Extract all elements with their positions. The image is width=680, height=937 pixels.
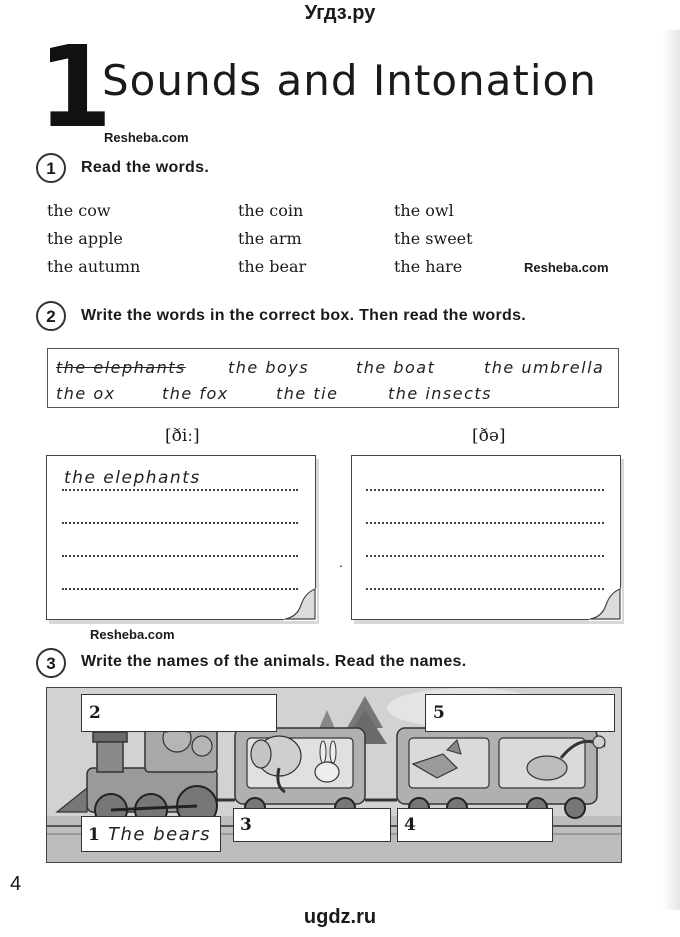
word-bank-item: the umbrella: [484, 358, 605, 377]
word-bank-item: the boys: [228, 358, 310, 377]
label-answer: The bears: [108, 824, 212, 845]
animal-label-1[interactable]: [81, 816, 221, 852]
word-item: the apple: [47, 229, 123, 248]
label-number: 5: [433, 703, 445, 723]
answer-line[interactable]: [62, 555, 298, 557]
answer-line[interactable]: [62, 522, 298, 524]
animal-label-2[interactable]: [81, 694, 277, 732]
animal-label-3[interactable]: [233, 808, 391, 842]
word-bank-item: the ox: [56, 384, 116, 403]
unit-number: 1: [37, 23, 112, 153]
word-item: the bear: [238, 257, 307, 276]
watermark-text: Resheba.com: [104, 130, 189, 145]
phonetic-heading-left: [ðiː]: [165, 426, 200, 446]
answer-note-right: [351, 455, 621, 620]
answer-line[interactable]: [62, 588, 298, 590]
watermark-text: Resheba.com: [90, 627, 175, 642]
word-item: the arm: [238, 229, 302, 248]
answer-line[interactable]: [366, 489, 604, 491]
unit-title: Sounds and Intonation: [102, 56, 597, 105]
page-number: 4: [10, 873, 22, 895]
page-curl-icon: [588, 587, 622, 621]
task-3-number: 3: [36, 648, 66, 678]
phonetic-heading-right: [ðə]: [472, 426, 506, 446]
train-illustration: [46, 687, 622, 863]
word-item: the hare: [394, 257, 463, 276]
word-item: the cow: [47, 201, 111, 220]
word-item: the coin: [238, 201, 304, 220]
answer-line[interactable]: [62, 489, 298, 491]
word-bank-item: the boat: [356, 358, 436, 377]
answer-line[interactable]: [366, 522, 604, 524]
word-bank-item-crossed: the elephants: [56, 358, 186, 377]
stray-dot: .: [339, 554, 343, 570]
task-2-number: 2: [36, 301, 66, 331]
answer-line[interactable]: [366, 555, 604, 557]
label-number: 2: [89, 703, 101, 723]
label-number: 3: [240, 815, 252, 835]
footer-site-name: ugdz.ru: [303, 906, 377, 928]
header-site-name: Угдз.ру: [304, 2, 376, 24]
word-item: the sweet: [394, 229, 473, 248]
answer-line[interactable]: [366, 588, 604, 590]
task-2-instruction: Write the words in the correct box. Then read the words.: [81, 307, 527, 324]
task-3-instruction: Write the names of the animals. Read the names.: [81, 653, 467, 670]
task-1-instruction: Read the words.: [81, 159, 210, 176]
page-curl-icon: [283, 587, 317, 621]
watermark-text: Resheba.com: [524, 260, 609, 275]
task-1-number: 1: [36, 153, 66, 183]
label-number: 4: [404, 815, 416, 835]
word-item: the autumn: [47, 257, 141, 276]
answer-text[interactable]: the elephants: [64, 468, 201, 488]
animal-label-5[interactable]: [425, 694, 615, 732]
word-bank-item: the insects: [388, 384, 493, 403]
word-bank-item: the tie: [276, 384, 339, 403]
animal-label-4[interactable]: [397, 808, 553, 842]
label-number: 1: [88, 825, 100, 845]
word-item: the owl: [394, 201, 454, 220]
page-edge-shadow: [662, 30, 680, 910]
word-bank-item: the fox: [162, 384, 229, 403]
